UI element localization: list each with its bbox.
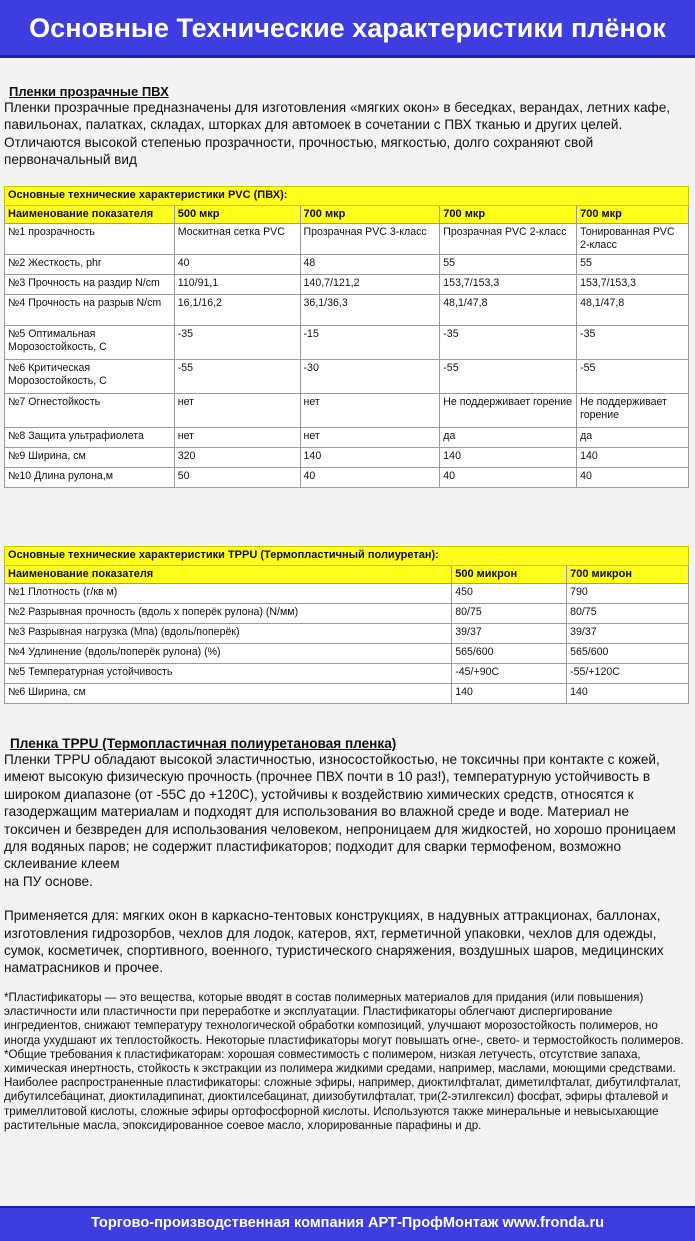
table-cell: №1 прозрачность [5,224,175,255]
table-cell: 140 [567,684,689,704]
table-cell: 450 [452,584,567,604]
table-cell: -55 [174,360,300,394]
table-cell: -45/+90С [452,664,567,684]
table-cell: №4 Прочность на разрыв N/cm [5,295,175,326]
table-cell: 48,1/47,8 [577,295,689,326]
table-cell: 55 [440,255,577,275]
table-cell: №1 Плотность (г/кв м) [5,584,452,604]
table-cell: 110/91,1 [174,275,300,295]
pvc-intro [4,84,689,169]
table-cell: 48,1/47,8 [440,295,577,326]
table-cell: Не поддерживает горение [577,394,689,428]
plasticizer-note: *Пластификаторы — это вещества, которые вводят в состав полимерных материалов для придания (или повышения) эластичности или пластичности при переработке и эксплуатации. Пластификаторы облегчают диспергирование ингредиентов, снижают температуру технологической обработки композиций, улучшают морозостойкость полимеров, но иногда ухудшают их теплостойкость. Некоторые пластификаторы могут повышать огне-, свето- и термостойкость полимеров. [4,991,684,1047]
pvc-header-cell: 700 мкр [577,206,689,224]
table-row [5,360,689,394]
pvc-header-cell: 700 мкр [300,206,440,224]
table-cell: Прозрачная PVC 3-класс [300,224,440,255]
table-cell: нет [300,428,440,448]
table-cell: 48 [300,255,440,275]
pvc-header-cell: Наименование показателя [5,206,175,224]
table-cell: 565/600 [452,644,567,664]
tppu-section-title: Пленка TPPU (Термопластичная полиуретановая пленка) [10,736,397,751]
table-cell: да [440,428,577,448]
table-cell: №10 Длина рулона,м [5,468,175,488]
tppu-intro [4,736,689,977]
table-row [5,448,689,468]
table-cell: 40 [300,468,440,488]
pvc-header-cell: 500 мкр [174,206,300,224]
tppu-table-header-row [5,566,689,584]
table-cell: 55 [577,255,689,275]
table-cell: 565/600 [567,644,689,664]
table-cell: №9 Ширина, см [5,448,175,468]
tppu-table [4,546,689,704]
table-row [5,584,689,604]
table-cell: 50 [174,468,300,488]
pvc-description: Пленки прозрачные предназначены для изготовления «мягких окон» в беседках, верандах, летних кафе, павильонах, палатках, складах, шторках для автомоек в сочетании с ПВХ тканью и других целей. Отличаются высокой степенью прозрачности, прочностью, мягкостью, долго сохраняют свой первоначальный вид [4,100,671,168]
pvc-header-cell: 700 мкр [440,206,577,224]
table-cell: 39/37 [567,624,689,644]
table-cell: №3 Разрывная нагрузка (Мпа) (вдоль/поперёк) [5,624,452,644]
table-row [5,275,689,295]
table-cell: 140 [300,448,440,468]
table-cell: 153,7/153,3 [440,275,577,295]
table-cell: №3 Прочность на раздир N/cm [5,275,175,295]
table-row [5,684,689,704]
table-cell: -30 [300,360,440,394]
tppu-header-cell: 500 микрон [452,566,567,584]
table-cell: -55 [577,360,689,394]
tppu-header-cell: 700 микрон [567,566,689,584]
table-row [5,428,689,448]
table-row [5,624,689,644]
table-cell: 36,1/36,3 [300,295,440,326]
page-title: Основные Технические характеристики плёнок [29,13,666,43]
page-header [0,0,695,58]
table-row [5,224,689,255]
pvc-table [4,186,689,488]
table-cell: да [577,428,689,448]
tppu-table-caption: Основные технические характеристики TPPU (Термопластичный полиуретан): [5,547,689,566]
tppu-usage: Применяется для: мягких окон в каркасно-тентовых конструкциях, в надувных аттракционах, баллонах, изготовления гидрозорбов, чехлов для лодок, катеров, яхт, герметичной упаковки, чехлов для одежды, сумок, косметичек, спортивного, военного, туристического снаряжения, воздушных шаров, медицинских наматрасников и прочее. [4,908,664,976]
tppu-description-end: на ПУ основе. [4,873,93,889]
pvc-table-caption: Основные технические характеристики PVC (ПВХ): [5,187,689,206]
table-cell: №5 Оптимальная Морозостойкость, С [5,326,175,360]
tppu-header-cell: Наименование показателя [5,566,452,584]
table-cell: 153,7/153,3 [577,275,689,295]
table-cell: 40 [577,468,689,488]
table-cell: 40 [174,255,300,275]
table-row [5,468,689,488]
common-plasticizers-note: Наиболее распространенные пластификаторы: сложные эфиры, например, диоктилфталат, диметилфталат, дибутилфталат, дибутилсебацинат, диоктиладипинат, диоктилсебацинат, диизобутилфталат, три(2-этилгексил) фосфат, эфиры фталевой и тримеллитовой кислоты, сложные эфиры ортофосфорной кислоты. Используются также минеральные и невысыхающие растительные масла, эпоксидированное соевое масло, хлорированные парафины и др. [4,1076,681,1132]
footer-text: Торгово-производственная компания АРТ-ПрофМонтаж www.fronda.ru [90,1215,605,1231]
table-cell: 16,1/16,2 [174,295,300,326]
notes-block [4,991,689,1133]
page-footer [0,1206,695,1241]
table-cell: 140 [577,448,689,468]
table-cell: 790 [567,584,689,604]
table-cell: №2 Жесткость, phr [5,255,175,275]
table-cell: Тонированная PVC 2-класс [577,224,689,255]
table-cell: №8 Защита ультрафиолета [5,428,175,448]
table-cell: -55/+120С [567,664,689,684]
table-row [5,664,689,684]
table-cell: нет [174,428,300,448]
table-row [5,644,689,664]
table-cell: №7 Огнестойкость [5,394,175,428]
table-cell: №4 Удлинение (вдоль/поперёк рулона) (%) [5,644,452,664]
table-cell: 80/75 [567,604,689,624]
pvc-section-title: Пленки прозрачные ПВХ [9,84,169,99]
table-cell: нет [300,394,440,428]
table-cell: 39/37 [452,624,567,644]
table-cell: -35 [174,326,300,360]
table-row [5,295,689,326]
table-cell: 140 [440,448,577,468]
table-cell: 320 [174,448,300,468]
table-row [5,326,689,360]
table-cell: Не поддерживает горение [440,394,577,428]
tppu-description: Пленки TPPU обладают высокой эластичностью, износостойкостью, не токсичны при контакте с кожей, имеют высокую физическую прочность (прочнее ПВХ почти в 10 раз!), температурную устойчивость в широком диапазоне (от -55С до +120С), устойчивы к воздействию химических средств, относятся к газодержащим материалам и подходят для использования во влажной среде и воде. Материал не токсичен и безвреден для использования человеком, непроницаем для жидкостей, но хорошо проницаем для водяных паров; не содержит пластификаторов; подходит для сварки термофеном, возможно склеивание клеем [4,752,676,872]
table-cell: №6 Критическая Морозостойкость, С [5,360,175,394]
table-cell: №5 Температурная устойчивость [5,664,452,684]
table-cell: 140 [452,684,567,704]
table-cell: №2 Разрывная прочность (вдоль х поперёк рулона) (N/мм) [5,604,452,624]
table-cell: нет [174,394,300,428]
table-cell: 40 [440,468,577,488]
table-cell: -15 [300,326,440,360]
table-cell: Москитная сетка PVC [174,224,300,255]
table-cell: 80/75 [452,604,567,624]
table-cell: 140,7/121,2 [300,275,440,295]
pvc-table-header-row [5,206,689,224]
table-cell: №6 Ширина, см [5,684,452,704]
table-row [5,255,689,275]
table-cell: -35 [440,326,577,360]
requirements-note: *Общие требования к пластификаторам: хорошая совместимость с полимером, низкая летучесть, отсутствие запаха, химическая инертность, стойкость к экстракции из полимера жидкими средами, например, маслами, моющими средствами. [4,1047,676,1076]
table-row [5,394,689,428]
table-cell: Прозрачная PVC 2-класс [440,224,577,255]
pvc-table-block [4,186,689,488]
table-row [5,604,689,624]
tppu-table-block [4,546,689,704]
table-cell: -35 [577,326,689,360]
table-cell: -55 [440,360,577,394]
